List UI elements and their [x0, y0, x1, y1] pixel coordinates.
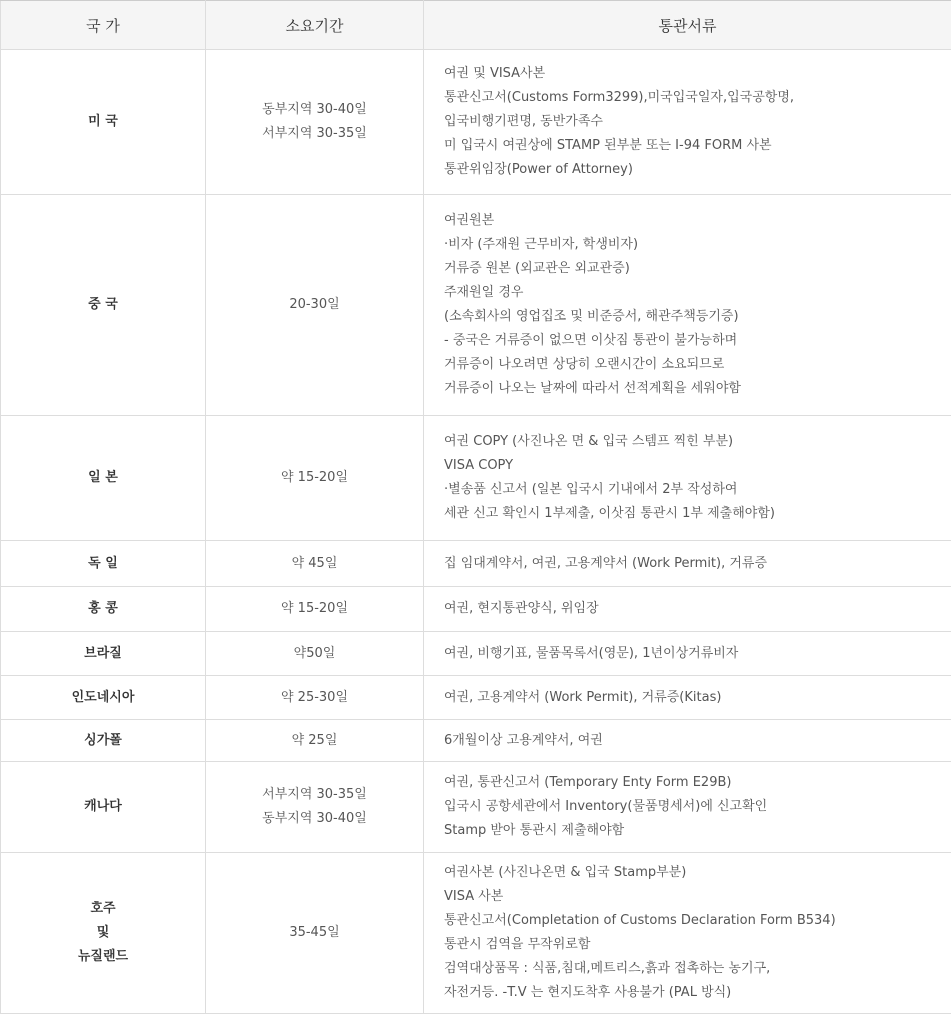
table-row [1, 541, 951, 587]
document-line: (소속회사의 영업집조 및 비준증서, 해관주책등기증) [444, 309, 739, 324]
duration-cell [206, 541, 424, 587]
documents-cell [424, 195, 951, 416]
duration-text: 약 15-20일 [280, 470, 349, 485]
country-cell [1, 720, 206, 762]
country-name: 및 [96, 925, 110, 940]
document-line: 여권, 비행기표, 물품목록서(영문), 1년이상거류비자 [444, 645, 739, 661]
duration-text: 약 45일 [291, 555, 338, 571]
documents-cell [424, 541, 951, 587]
country-name: 중 국 [88, 297, 118, 312]
duration-text: 약 15-20일 [280, 601, 349, 616]
documents-cell [424, 720, 951, 762]
document-line: - 중국은 거류증이 없으면 이삿짐 통관이 불가능하며 [444, 333, 738, 348]
document-line: 집 임대계약서, 여권, 고용계약서 (Work Permit), 거류증 [444, 555, 768, 571]
country-name: 브라질 [84, 645, 122, 661]
duration-text: 20-30일 [289, 297, 340, 312]
country-name: 홍 콩 [88, 601, 118, 616]
document-line: 여권원본 [444, 213, 495, 228]
document-line: 주재원일 경우 [444, 285, 524, 300]
document-line: 검역대상품목 : 식품,침대,메트리스,흙과 접촉하는 농기구, [444, 961, 771, 976]
document-line: 6개월이상 고용계약서, 여권 [444, 732, 603, 748]
table-row [1, 632, 951, 676]
duration-cell [206, 632, 424, 676]
document-line: 여권 및 VISA사본 [444, 66, 546, 81]
country-name: 싱가폴 [84, 732, 122, 748]
country-name: 미 국 [88, 114, 118, 129]
country-name: 캐나다 [84, 799, 122, 814]
document-line: 여권, 통관신고서 (Temporary Enty Form E29B) [444, 775, 732, 790]
documents-cell [424, 762, 951, 853]
country-cell [1, 762, 206, 853]
documents-cell [424, 50, 951, 195]
document-line: 자전거등. -T.V 는 현지도착후 사용불가 (PAL 방식) [444, 985, 732, 1000]
document-line: 통관시 검역을 무작위로함 [444, 937, 591, 952]
country-name: 뉴질랜드 [77, 949, 129, 964]
document-line: Stamp 받아 통관시 제출해야함 [444, 823, 625, 838]
document-line: 통관신고서(Customs Form3299),미국입국일자,입국공항명, [444, 90, 795, 105]
header-duration: 소요기간 [206, 1, 424, 50]
duration-cell [206, 676, 424, 720]
duration-cell [206, 720, 424, 762]
document-line: 여권사본 (사진나온면 & 입국 Stamp부분) [444, 865, 687, 880]
document-line: 입국시 공항세관에서 Inventory(물품명세서)에 신고확인 [444, 799, 768, 814]
documents-cell [424, 587, 951, 632]
duration-text: 서부지역 30-35일 [262, 787, 367, 802]
document-line: 미 입국시 여권상에 STAMP 된부분 또는 I-94 FORM 사본 [444, 138, 772, 153]
duration-cell [206, 587, 424, 632]
document-line: 여권 COPY (사진나온 면 & 입국 스템프 찍힌 부분) [444, 434, 734, 449]
documents-cell [424, 416, 951, 541]
document-line: 통관신고서(Completation of Customs Declaration Form B534) [444, 913, 836, 928]
country-cell [1, 587, 206, 632]
country-cell [1, 632, 206, 676]
table-row [1, 853, 951, 1014]
country-name: 호주 [90, 901, 116, 916]
duration-text: 서부지역 30-35일 [262, 126, 367, 141]
country-cell [1, 195, 206, 416]
country-cell [1, 50, 206, 195]
documents-cell [424, 632, 951, 676]
country-name: 인도네시아 [71, 689, 135, 705]
header-country: 국 가 [1, 1, 206, 50]
document-line: ·비자 (주재원 근무비자, 학생비자) [444, 237, 639, 252]
duration-text: 약 25-30일 [280, 689, 349, 705]
document-line: 입국비행기편명, 동반가족수 [444, 114, 603, 129]
document-line: 여권, 고용계약서 (Work Permit), 거류증(Kitas) [444, 689, 722, 705]
duration-cell [206, 762, 424, 853]
duration-text: 동부지역 30-40일 [262, 811, 367, 826]
country-name: 일 본 [88, 470, 118, 485]
country-name: 독 일 [88, 555, 118, 571]
duration-text: 약50일 [293, 645, 336, 661]
duration-cell [206, 853, 424, 1014]
documents-cell [424, 853, 951, 1014]
document-line: 거류증 원본 (외교관은 외교관증) [444, 261, 630, 276]
document-line: VISA COPY [444, 458, 514, 473]
header-documents: 통관서류 [424, 1, 951, 50]
country-cell [1, 676, 206, 720]
duration-text: 동부지역 30-40일 [262, 102, 367, 117]
document-line: VISA 사본 [444, 889, 504, 904]
duration-cell [206, 195, 424, 416]
duration-text: 약 25일 [291, 732, 338, 748]
document-line: 거류증이 나오려면 상당히 오랜시간이 소요되므로 [444, 357, 725, 372]
document-line: 세관 신고 확인시 1부제출, 이삿짐 통관시 1부 제출해야함) [444, 506, 775, 521]
country-cell [1, 416, 206, 541]
table-row [1, 762, 951, 853]
table-row [1, 676, 951, 720]
country-cell [1, 853, 206, 1014]
table-row [1, 587, 951, 632]
duration-cell [206, 416, 424, 541]
document-line: 통관위임장(Power of Attorney) [444, 162, 633, 177]
document-line: 거류증이 나오는 날짜에 따라서 선적계획을 세워야함 [444, 381, 741, 396]
documents-cell [424, 676, 951, 720]
table-row [1, 195, 951, 416]
document-line: 여권, 현지통관양식, 위임장 [444, 601, 599, 616]
country-cell [1, 541, 206, 587]
document-line: ·별송품 신고서 (일본 입국시 기내에서 2부 작성하여 [444, 482, 738, 497]
duration-cell [206, 50, 424, 195]
table-row [1, 720, 951, 762]
table-header-row [1, 1, 951, 50]
duration-text: 35-45일 [289, 925, 340, 940]
table-row [1, 416, 951, 541]
table-row [1, 50, 951, 195]
